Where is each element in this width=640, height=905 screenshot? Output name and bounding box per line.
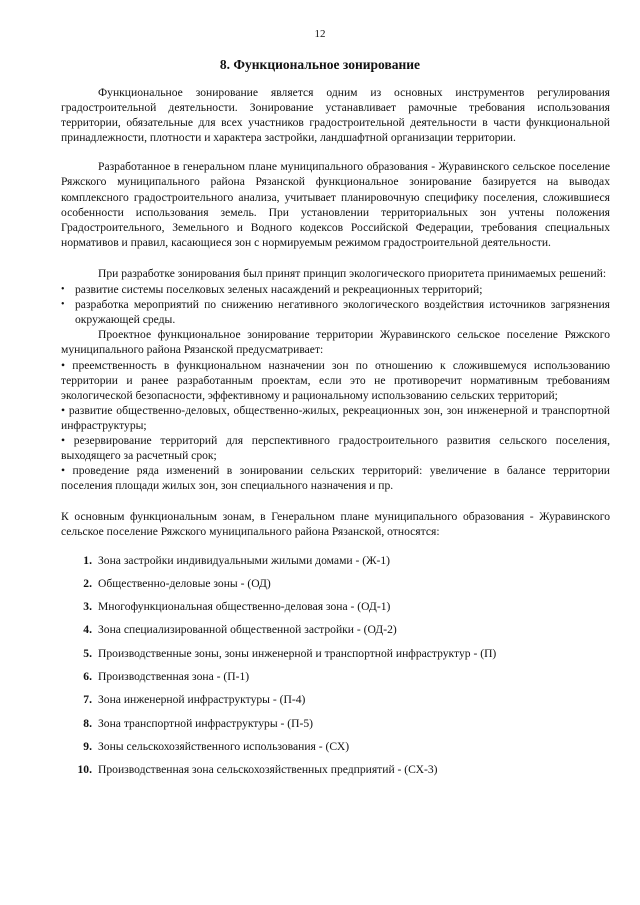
zone-label: Многофункциональная общественно-деловая зона - (ОД-1) — [98, 600, 391, 614]
zone-number: 3. — [83, 600, 92, 614]
bullet-icon: • — [61, 403, 66, 417]
paragraph-intro: Функциональное зонирование является одним из основных инструментов регулирования градостроительной деятельности. Зонирование устанавливает рамочные требования использования территории, обязательные для всех участников градостроительной деятельности в части функциональной принадлежности, плотности и характера застройки, ландшафтной организации территории. — [61, 86, 610, 145]
bullet-icon: • — [61, 358, 66, 372]
zone-number: 8. — [83, 716, 92, 730]
paragraph-eco-principle: При разработке зонирования был принят принцип экологического приоритета принимаемых решений: — [98, 266, 607, 280]
zone-item — [61, 716, 610, 739]
paragraph-provisions-intro: Проектное функциональное зонирование территории Журавинского сельское поселение Ряжского муниципального района Рязанской предусматривает: — [61, 328, 610, 357]
zone-label: Зоны сельскохозяйственного использования - (СХ) — [98, 739, 350, 753]
zone-label: Производственные зоны, зоны инженерной и транспортной инфраструктур - (П) — [98, 646, 497, 660]
zone-label: Зона застройки индивидуальными жилыми домами - (Ж-1) — [98, 553, 391, 567]
zone-number: 5. — [83, 646, 92, 660]
bullet-icon: • — [61, 464, 66, 478]
list-item — [61, 463, 610, 493]
zone-item — [61, 599, 610, 622]
zone-number: 2. — [83, 576, 92, 590]
zone-item — [61, 669, 610, 692]
paragraph-zones-intro: К основным функциональным зонам, в Генеральном плане муниципального образования - Журавинского сельское поселение Ряжского муниципального района Рязанской, относятся: — [61, 510, 610, 539]
zone-label: Общественно-деловые зоны - (ОД) — [98, 576, 271, 590]
bullet-icon: • — [61, 299, 65, 311]
zone-number: 1. — [83, 553, 92, 567]
zone-number: 6. — [83, 670, 92, 684]
zone-item — [61, 646, 610, 669]
zone-number: 10. — [77, 763, 92, 777]
list-item — [61, 403, 610, 433]
provisions-list — [61, 358, 610, 494]
zone-label: Зона инженерной инфраструктуры - (П-4) — [98, 693, 306, 707]
bullet-icon: • — [61, 284, 65, 296]
paragraph-general-plan: Разработанное в генеральном плане муниципального образования - Журавинского сельское поселение Ряжского муниципального района Рязанской функциональное зонирование базируется на выводах комплексного градостроительного анализа, учитывает планировочную специфику поселения, сложившиеся особенности использования земель. При установлении территориальных зон учтены положения Градостроительного, Земельного и Водного кодексов Российской Федерации, требования специальных нормативов и правил, касающиеся зон с нормируемым режимом градостроительной деятельности. — [61, 160, 610, 249]
list-item-text: развитие общественно-деловых, общественно-жилых, рекреационных зон, зон инженерной и транспортной инфраструктуры; — [61, 403, 610, 432]
zone-label: Производственная зона сельскохозяйственных предприятий - (СХ-3) — [98, 763, 438, 777]
zone-label: Производственная зона - (П-1) — [98, 670, 250, 684]
zone-number: 9. — [83, 739, 92, 753]
list-item — [61, 433, 610, 463]
zone-label: Зона транспортной инфраструктуры - (П-5) — [98, 716, 314, 730]
zones-list — [61, 553, 610, 786]
list-item-text: разработка мероприятий по снижению негативного экологического воздействия источников загрязнения окружающей среды. — [75, 298, 610, 327]
list-item-text: резервирование территорий для перспективного градостроительного развития сельского поселения, выходящего за расчетный срок; — [61, 433, 610, 463]
zone-number: 4. — [83, 623, 92, 637]
zone-item — [61, 576, 610, 599]
list-item — [61, 297, 610, 327]
page-number: 12 — [314, 28, 326, 40]
list-item-text: преемственность в функциональном назначении зон по отношению к сложившемуся использованию территории и ранее разработанным проектам, если это не противоречит нормативным требованиям экологической безопасности, эффективному и рациональному использованию сельских территорий; — [61, 358, 610, 402]
section-title: 8. Функциональное зонирование — [219, 57, 421, 72]
bullet-icon: • — [61, 433, 66, 447]
zone-item — [61, 553, 610, 576]
zone-item — [61, 692, 610, 715]
eco-bullet-list — [61, 282, 610, 327]
zone-item — [61, 739, 610, 762]
list-item-text: развитие системы поселковых зеленых насаждений и рекреационных территорий; — [75, 283, 483, 297]
list-item — [61, 282, 610, 297]
section-body — [61, 85, 610, 786]
list-item — [61, 358, 610, 403]
zone-label: Зона специализированной общественной застройки - (ОД-2) — [98, 623, 397, 637]
zone-item — [61, 762, 610, 785]
list-item-text: проведение ряда изменений в зонировании сельских территорий: увеличение в балансе территории поселения площади жилых зон, зон специального назначения и пр. — [61, 464, 610, 493]
zone-number: 7. — [83, 693, 92, 707]
zone-item — [61, 622, 610, 645]
